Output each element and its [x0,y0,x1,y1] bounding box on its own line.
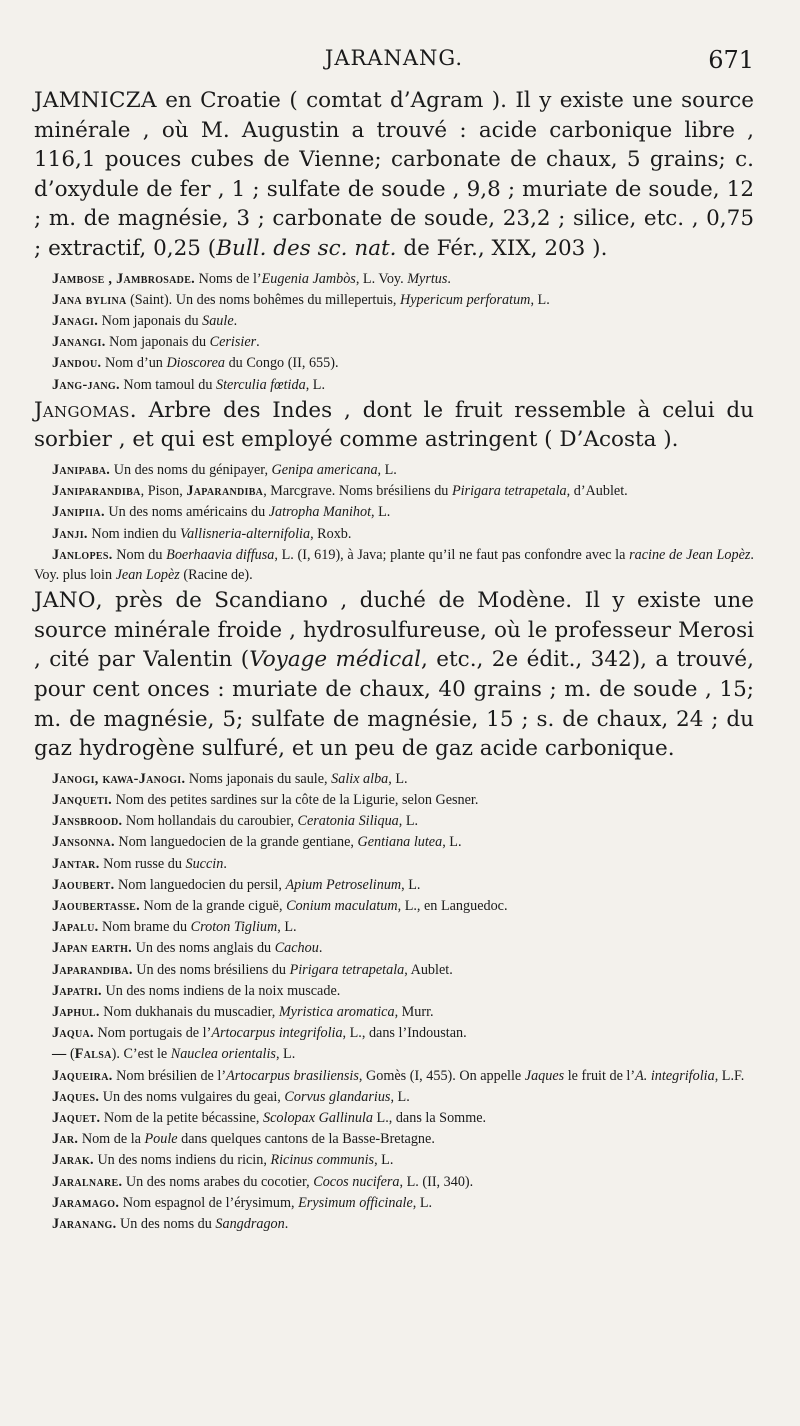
entry-text: Nom languedocien de la grande gentiane, [114,834,358,851]
entry-headword: Jaoubert. [52,876,115,893]
entry-headword: Japatri. [52,982,102,999]
entry-italic-text: Gentiana lutea [357,834,443,851]
dictionary-entry [34,586,754,764]
dictionary-entry [34,1193,754,1213]
entry-text: , L. [371,504,391,521]
entry-text: ). C’est le [111,1046,171,1063]
entry-text: , L. [374,1152,394,1169]
entry-headword: Japan earth. [52,940,133,957]
entry-text: ( [66,1046,75,1063]
entry-text: , Murr. [394,1003,434,1020]
dictionary-entry [34,353,754,373]
entry-italic-text: Hypericum perforatum [400,291,531,308]
entry-text: Un des noms du génipayer, [110,461,272,478]
entry-text: , d’Aublet. [566,483,628,500]
dictionary-entry [34,1150,754,1170]
dictionary-entry [34,981,754,1001]
entry-headword: JAMNICZA [34,88,157,113]
entry-text: . [447,270,451,287]
dictionary-entry [34,875,754,895]
entry-italic-text: Artocarpus integrifolia [211,1025,343,1042]
entry-text: , L. [398,813,419,830]
entry-text: Noms de l’ [195,270,262,287]
dictionary-entry [34,811,754,831]
entry-headword: Janipiia. [52,504,105,521]
entry-text: Nom brésilien de l’ [112,1067,227,1084]
entry-text: , L. [377,461,397,478]
entry-text: Nom dukhanais du muscadier, [99,1003,279,1020]
entry-text: , L. [442,834,462,851]
entry-text: Nom indien du [87,525,180,542]
dictionary-entry [34,896,754,916]
entry-text: Nom espagnol de l’érysimum, [119,1194,299,1211]
entry-text: Nom tamoul du [119,376,216,393]
entry-headword: Janiparandiba [52,483,141,500]
entry-text: Un des noms indiens de la noix muscade. [101,982,341,999]
entry-text: , L.F. [714,1067,745,1084]
entry-text: , Gomès (I, 455). On appelle [358,1067,525,1084]
entry-text: . [223,855,227,872]
dictionary-entry [34,524,754,544]
dictionary-entry [34,502,754,522]
entry-italic-text: racine de Jean Lopèz [629,546,751,563]
entry-text: dans quelques cantons de la Basse-Bretagne. [177,1131,435,1148]
entry-italic-text: Erysimum officinale [298,1194,413,1211]
entry-text: Un des noms arabes du cocotier, [122,1173,314,1190]
entry-text: Nom portugais de l’ [93,1025,212,1042]
entry-headword: Jandou. [52,355,102,372]
entry-text: , L. [305,376,325,393]
entry-italic-text: Myrtus [407,270,448,287]
entry-italic-text: Voyage médical [249,647,422,673]
entry-italic-text: Myristica aromatica [278,1003,395,1020]
entry-italic-text: Croton Tiglium [190,919,278,936]
dictionary-entry [34,396,754,455]
entry-headword: Jar. [52,1131,79,1148]
entry-text: Nom hollandais du caroubier, [122,813,298,830]
entry-italic-text: Ricinus communis [270,1152,375,1169]
entry-text: , Roxb. [310,525,352,542]
entry-text: , L. [530,291,550,308]
dictionary-entry [34,1129,754,1149]
entry-headword: Jantar. [52,855,100,872]
entry-italic-text: Cachou [274,940,319,957]
entry-italic-text: Sangdragon [215,1216,285,1233]
dictionary-entry [34,1172,754,1192]
entry-italic-text: Jaques [524,1067,565,1084]
dictionary-entry [34,545,754,585]
entry-text: Nom japonais du [105,334,210,351]
entry-headword: Jaqua. [52,1025,94,1042]
entry-text: . [233,312,238,329]
dictionary-entry [34,1214,754,1234]
dictionary-entry [34,86,754,264]
entry-headword: Janagi. [52,312,99,329]
entry-headword: Jaralnare. [52,1173,123,1190]
dictionary-entry [34,790,754,810]
entry-text: Nom de la [78,1131,145,1148]
entry-text: Japarandiba [186,483,264,500]
entry-italic-text: Eugenia Jambòs [261,270,356,287]
entry-headword: Jana bylina [52,291,127,308]
entry-text: . [256,334,260,351]
dictionary-entry [34,1108,754,1128]
entry-text: Noms japonais du saule, [185,770,332,787]
entry-italic-text: Pirigara tetrapetala [451,483,567,500]
running-head: JARANANG. [324,46,464,70]
entry-italic-text: Dioscorea [166,355,226,372]
entry-italic-text: Ceratonia Siliqua [297,813,399,830]
entry-text: Un des noms indiens du ricin, [93,1152,271,1169]
dictionary-entry [34,269,754,289]
entry-text: , L. [412,1194,433,1211]
entry-headword: Janipaba. [52,461,111,478]
dictionary-entry [34,1002,754,1022]
dictionary-entry [34,1087,754,1107]
entry-headword: Japarandiba. [52,961,133,978]
entry-text: L., dans la Somme. [372,1110,487,1126]
entry-text: du Congo (II, 655). [225,355,339,372]
entry-italic-text: Corvus glandarius [284,1088,391,1105]
entry-headword: Jaranang. [52,1216,117,1233]
entry-italic-text: Salix alba [331,770,389,787]
entry-text: Nom languedocien du persil, [114,876,286,893]
entry-italic-text: Jatropha Manihot [268,504,372,521]
entry-headword: Japhul. [52,1003,100,1020]
entry-italic-text: Saule [202,312,234,329]
entry-text: Un des noms anglais du [132,940,275,957]
dictionary-entry [34,460,754,480]
entry-text: , L. [390,1088,410,1105]
dictionary-entry [34,332,754,352]
entry-italic-text: Cerisier [209,334,257,351]
dictionary-entry [34,938,754,958]
entry-headword: Jambose , Jambrosade. [52,270,196,287]
entry-text: , Marcgrave. Noms brésiliens du [263,483,452,500]
entry-text: de Fér., XIX, 203 ). [396,235,608,261]
dictionary-entry [34,1044,754,1064]
entry-text: . [318,940,323,957]
entry-text: Nom japonais du [98,312,203,329]
entry-text: , etc., 2e édit., 342), a trouvé, pour cent onces : muriate de chaux, 40 grains ; m. de soude , 15; m. de magnésie, 5; sulfate de magnésie, 15 ; s. de chaux, 24 ; du gaz hydrogène sulfuré, et un peu de gaz acide carbonique. [34,647,754,762]
dictionary-entry [34,481,754,501]
entry-text: Un des noms américains du [104,504,269,521]
entry-headword: Japalu. [52,919,99,936]
entry-text: Nom de la grande ciguë, [139,897,287,914]
entry-headword: Janqueti. [52,791,113,808]
entry-text: , L., dans l’Indoustan. [342,1025,467,1042]
dictionary-entries [34,86,754,1234]
entry-italic-text: Apium Petroselinum [285,876,402,893]
dictionary-entry [34,1023,754,1043]
entry-text: , L. (I, 619), à Java; plante qu’il ne faut pas confondre avec la [274,546,630,563]
entry-italic-text: Vallisneria-alternifolia [180,525,311,542]
entry-headword: Jansonna. [52,834,115,851]
entry-text: , L. [401,876,421,893]
dictionary-entry [34,311,754,331]
entry-text: en Croatie ( comtat d’Agram ). Il y existe une source minérale , où M. Augustin a trouvé : acide carbonique libre , 116,1 pouces cubes de Vienne; carbonate de chaux, 5 grains; c. d’oxydule de fer , 1 ; sulfate de soude , 9,8 ; muriate de soude, 12 ; m. de magnésie, 3 ; carbonate de soude, 23,2 ; silice, etc. , 0,75 ; extractif, 0,25 ( [34,88,754,261]
entry-text: (Racine de). [179,566,253,583]
entry-headword: Jaqueira. [52,1067,113,1084]
entry-headword: Jaques. [52,1088,100,1105]
entry-text: Nom de la petite bécassine, [100,1110,264,1126]
entry-text: Nom d’un [101,355,167,372]
entry-text: Nom des petites sardines sur la côte de la Ligurie, selon Gesner. [112,791,479,808]
entry-text: , près de Scandiano , duché de Modène. Il y existe une source minérale froide , hydrosulfureuse, où le professeur Merosi , cité par Valentin ( [34,588,754,673]
entry-text: , L. Voy. [355,270,408,287]
entry-italic-text: Bull. des sc. nat. [216,235,397,261]
entry-headword: Jangomas. [34,397,137,423]
entry-headword: Janogi, kawa-Janogi. [52,770,186,787]
entry-headword: Jaramago. [52,1194,120,1211]
entry-text: , L., en Languedoc. [397,897,508,914]
entry-text: Falsa [74,1046,112,1063]
entry-text: Un des noms vulgaires du geai, [99,1088,285,1105]
entry-text: le fruit de l’ [564,1067,636,1084]
dictionary-entry [34,290,754,310]
entry-text: , L. [275,1046,296,1063]
page-header [34,40,754,86]
entry-text: . [284,1216,289,1233]
dictionary-entry [34,1066,754,1086]
dictionary-entry [34,854,754,874]
entry-text: Nom du [112,546,167,563]
entry-headword: Jansbrood. [52,813,123,830]
entry-headword: Jaquet. [52,1110,101,1126]
dictionary-entry [34,832,754,852]
dictionary-entry [34,960,754,980]
entry-headword: Jarak. [52,1152,94,1169]
entry-headword: Janangi. [52,334,106,351]
entry-headword: Jang-jang. [52,376,120,393]
entry-text: , L. [277,919,297,936]
entry-headword: — [52,1046,67,1063]
dictionary-entry [34,769,754,789]
entry-text: (Saint). Un des noms bohêmes du millepertuis, [126,291,400,308]
entry-italic-text: Cocos nucifera [313,1173,400,1190]
entry-italic-text: Jean Lopèz [115,566,180,583]
entry-headword: Jaoubertasse. [52,897,140,914]
entry-italic-text: Succin [185,855,224,872]
entry-headword: JANO [34,588,96,614]
entry-italic-text: Nauclea orientalis [170,1046,276,1063]
entry-headword: Janlopes. [52,546,113,563]
entry-text: , Pison, [140,483,187,500]
entry-headword: Janji. [52,525,88,542]
dictionary-entry [34,375,754,395]
entry-text: Nom russe du [99,855,186,872]
entry-italic-text: A. integrifolia [635,1067,715,1084]
entry-italic-text: Genipa americana [271,461,378,478]
entry-text: , L. (II, 340). [399,1173,474,1190]
entry-italic-text: Sterculia fœtida [215,376,306,393]
entry-text: , L. [388,770,408,787]
entry-italic-text: Scolopax Gallinula [263,1110,373,1126]
entry-text: Nom brame du [98,919,191,936]
entry-text: . Voy. plus loin [34,546,754,583]
entry-text: Un des noms brésiliens du [132,961,290,978]
entry-text: , Aublet. [404,961,453,978]
entry-italic-text: Boerhaavia diffusa [166,546,275,563]
entry-italic-text: Conium maculatum [286,897,398,914]
dictionary-entry [34,917,754,937]
entry-italic-text: Pirigara tetrapetala [289,961,405,978]
entry-italic-text: Artocarpus brasiliensis [226,1067,359,1084]
page-number: 671 [708,46,754,74]
entry-text: Un des noms du [116,1216,216,1233]
entry-italic-text: Poule [144,1131,178,1148]
entry-text: Arbre des Indes , dont le fruit ressemble à celui du sorbier , et qui est employé comme astringent ( D’Acosta ). [34,397,754,453]
